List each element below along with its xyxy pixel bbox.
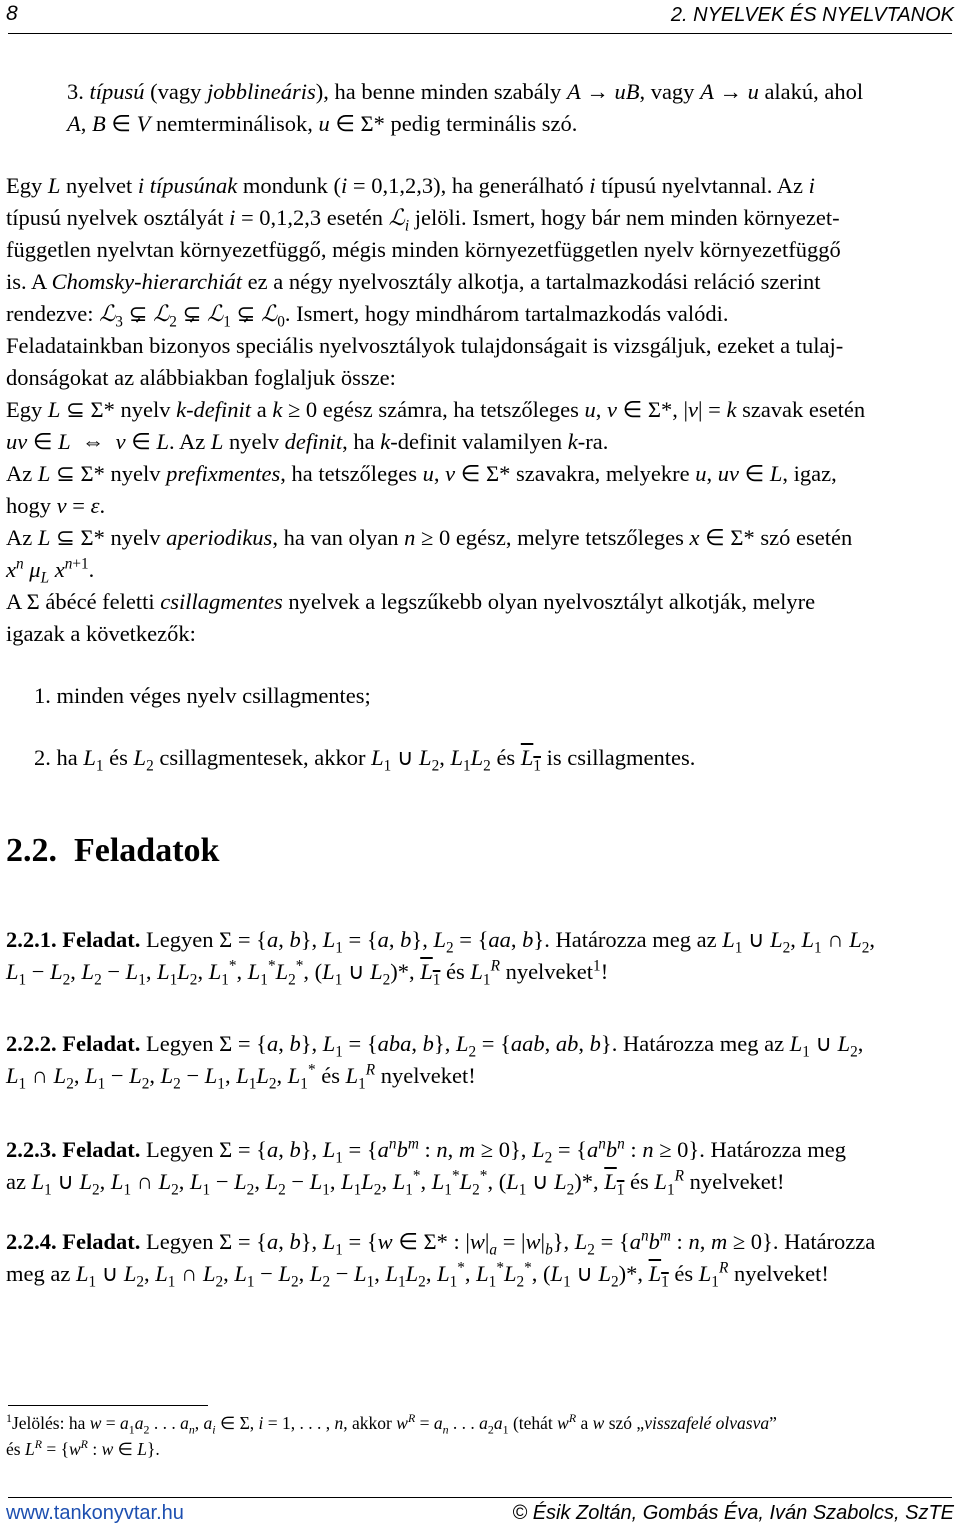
footnote-line1: $^1$Jelölés: ha $w = a_1a_2$ . . . $a_n$, $a_i$ ∈ Σ, i = 1, . . . , n, akkor $w^R = a_n$ . . . $a_2a_1$ (tehát $w^R$ a w szó „visszafelé olvasva”	[6, 1411, 777, 1437]
exercise-label: 2.2.2. Feladat.	[6, 1031, 141, 1056]
paragraph-line: Az L ⊆ Σ* nyelv prefixmentes, ha tetszőleges u, v ∈ Σ* szavakra, melyekre u, uv ∈ L, igaz,	[6, 461, 837, 486]
paragraph-line: hogy v = ε.	[6, 493, 106, 518]
section-number: 2.2.	[6, 832, 57, 869]
paragraph-line: $x^n$ $\mu_L$ $x^{n+1}$.	[6, 555, 95, 587]
page-number: 8	[6, 2, 18, 25]
exercise-2-line1: 2.2.2. Feladat. Legyen Σ = {a, b}, $L_1 = \{aba$, b}, $L_2 = \{aab$, ab, b}. Határozza meg az $L_1$ ∪ $L_2$,	[6, 1031, 864, 1061]
list-marker: 1.	[34, 683, 51, 708]
paragraph-line: típusú nyelvek osztályát i = 0,1,2,3 esetén ℒ$_i$ jelöli. Ismert, hogy bár nem minden környezet-	[6, 205, 840, 235]
exercise-4-line1: 2.2.4. Feladat. Legyen Σ = {a, b}, $L_1 = \{w$ ∈ Σ* : $|w|_a = |w|_b$}, $L_2 = \{a^nb^m$ : n, m ≥ 0}. Határozza	[6, 1227, 876, 1259]
paragraph-type3-line2: A, B ∈ V nemterminálisok, u ∈ Σ* pedig terminális szó.	[67, 111, 578, 136]
paragraph-line: Feladatainkban bizonyos speciális nyelvosztályok tulajdonságait is vizsgáljuk, ezeket a tulaj-	[6, 333, 844, 358]
exercise-3-line2: az $L_1$ ∪ $L_2$, $L_1$ ∩ $L_2$, $L_1 - L_2$, $L_2 - L_1$, $L_1L_2$, $L_1^*$, $L_1^*L_2^*$, ($L_1$ ∪ $L_2)*$, $L_1$ és $L_1^R$ nyelveket!	[6, 1167, 785, 1199]
footnote-rule	[8, 1405, 208, 1406]
footnote-line2: és $L^R = \{w^R$ : w ∈ L}.	[6, 1437, 160, 1459]
exercise-4-line2: meg az $L_1$ ∪ $L_2$, $L_1$ ∩ $L_2$, $L_1 - L_2$, $L_2 - L_1$, $L_1L_2$, $L_1^*$, $L_1^*L_2^*$, ($L_1$ ∪ $L_2)*$, $L_1$ és $L_1^R$ nyelveket!	[6, 1259, 829, 1291]
paragraph-line: Egy L ⊆ Σ* nyelv k-definit a k ≥ 0 egész számra, ha tetszőleges u, v ∈ Σ*, |v| = k szavak esetén	[6, 397, 866, 422]
section-heading	[6, 832, 219, 870]
exercise-1-line1: 2.2.1. Feladat. Legyen Σ = {a, b}, $L_1 = \{a$, b}, $L_2 = \{aa$, b}. Határozza meg az $L_1$ ∪ $L_2$, $L_1$ ∩ $L_2$,	[6, 927, 875, 957]
footer-copyright: © Ésik Zoltán, Gombás Éva, Iván Szabolcs, SzTE	[512, 1502, 954, 1524]
paragraph-line: független nyelvtan környezetfüggő, mégis minden környezetfüggetlen nyelv környezetfüggő	[6, 237, 841, 262]
paragraph-line: igazak a következők:	[6, 621, 196, 646]
paragraph-line: uv ∈ L ⇔ v ∈ L. Az L nyelv definit, ha k-definit valamilyen k-ra.	[6, 429, 609, 454]
paragraph-line: rendezve: ℒ$_3$ ⊊ ℒ$_2$ ⊊ ℒ$_1$ ⊊ ℒ$_0$. Ismert, hogy mindhárom tartalmazkodás valódi.	[6, 301, 729, 331]
list-item-2: 2. ha $L_1$ és $L_2$ csillagmentesek, akkor $L_1$ ∪ $L_2$, $L_1L_2$ és $L_1$ is csillagmentes.	[34, 745, 696, 775]
exercise-1-line2: $L_1 - L_2$, $L_2 - L_1$, $L_1L_2$, $L_1^*$, $L_1^*L_2^*$, ($L_1$ ∪ $L_2)*$, $L_1$ és $L_1^R$ nyelveket$^1$!	[6, 957, 609, 989]
paragraph-line: is. A Chomsky-hierarchiát ez a négy nyelvosztály alkotja, a tartalmazkodási reláció szerint	[6, 269, 821, 294]
header-rule	[8, 33, 952, 34]
exercise-label: 2.2.1. Feladat.	[6, 927, 141, 952]
paragraph-line: Az L ⊆ Σ* nyelv aperiodikus, ha van olyan n ≥ 0 egész, melyre tetszőleges x ∈ Σ* szó esetén	[6, 525, 853, 550]
exercise-3-line1: 2.2.3. Feladat. Legyen Σ = {a, b}, $L_1 = \{a^nb^m$ : n, m ≥ 0}, $L_2 = \{a^nb^n$ : n ≥ 0}. Határozza meg	[6, 1135, 846, 1167]
paragraph-line: Egy L nyelvet i típusúnak mondunk (i = 0,1,2,3), ha generálható i típusú nyelvtannal. Az i	[6, 173, 815, 198]
list-marker: 2.	[34, 745, 51, 770]
chapter-title: 2. NYELVEK ÉS NYELVTANOK	[670, 4, 954, 26]
paragraph-type3-line1: 3. típusú (vagy jobblineáris), ha benne minden szabály A → uB, vagy A → u alakú, ahol	[67, 79, 864, 104]
exercise-label: 2.2.3. Feladat.	[6, 1137, 141, 1162]
paragraph-line: A Σ ábécé feletti csillagmentes nyelvek a legszűkebb olyan nyelvosztályt alkotják, melyre	[6, 589, 816, 614]
list-item-1: 1. minden véges nyelv csillagmentes;	[34, 683, 371, 708]
exercise-label: 2.2.4. Feladat.	[6, 1229, 141, 1254]
exercise-2-line2: $L_1$ ∩ $L_2$, $L_1 - L_2$, $L_2 - L_1$, $L_1L_2$, $L_1^*$ és $L_1^R$ nyelveket!	[6, 1061, 476, 1093]
section-title: Feladatok	[74, 832, 220, 869]
footer-rule	[8, 1497, 952, 1498]
paragraph-line: donságokat az alábbiakban foglaljuk össze:	[6, 365, 396, 390]
footer-link[interactable]: www.tankonyvtar.hu	[6, 1502, 184, 1524]
